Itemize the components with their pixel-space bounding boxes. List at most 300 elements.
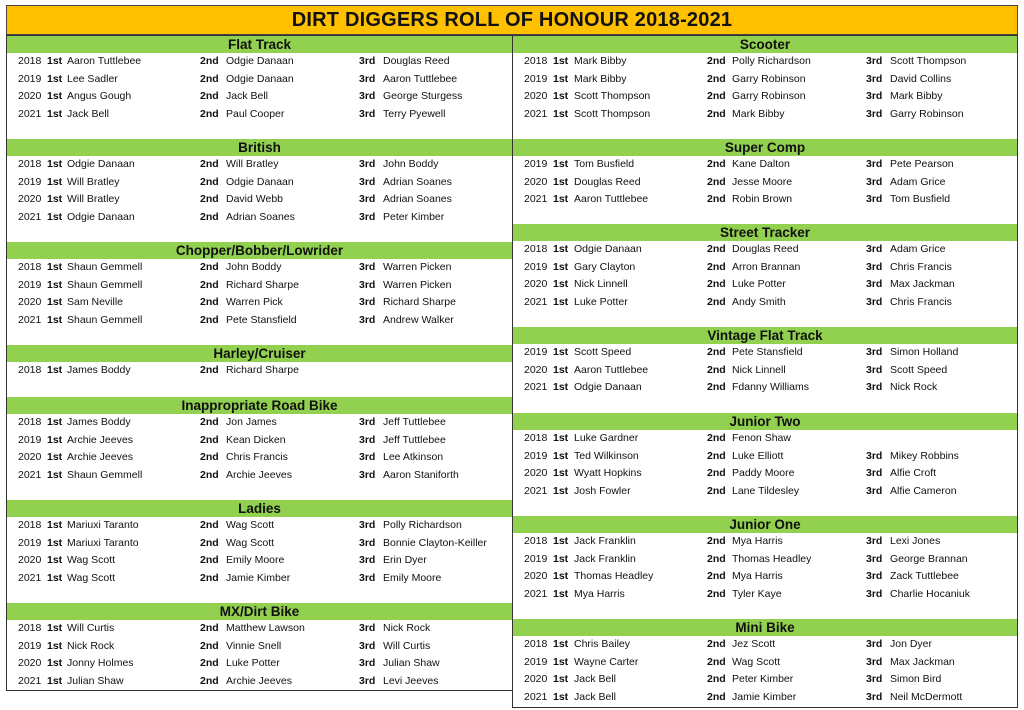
year: 2019 xyxy=(18,639,42,652)
second-place-label: 2nd xyxy=(200,175,219,188)
third-place-name: David Collins xyxy=(890,72,952,85)
first-place-name: Mark Bibby xyxy=(574,72,627,85)
second-place-label: 2nd xyxy=(707,107,726,120)
second-place-name: Lane Tildesley xyxy=(732,484,800,497)
second-place-name: Adrian Soanes xyxy=(226,210,295,223)
third-place-name: Chris Francis xyxy=(890,260,952,273)
third-place-label: 3rd xyxy=(866,295,883,308)
result-row xyxy=(513,671,1017,689)
third-place-label: 3rd xyxy=(359,278,376,291)
category-mini-bike xyxy=(513,619,1017,706)
first-place-label: 1st xyxy=(553,467,569,479)
first-place-label: 1st xyxy=(47,451,63,463)
second-place-label: 2nd xyxy=(200,261,219,273)
first-place-label: 1st xyxy=(553,690,569,703)
left-column xyxy=(6,35,513,691)
category-header: Chopper/Bobber/Lowrider xyxy=(7,242,512,259)
third-place-label: 3rd xyxy=(359,107,376,120)
first-place-label: 1st xyxy=(47,554,63,566)
first-place-label: 1st xyxy=(47,210,63,223)
second-place-name: Kean Dicken xyxy=(226,433,286,446)
second-place-label: 2nd xyxy=(200,90,219,102)
result-row xyxy=(513,88,1017,106)
first-place-label: 1st xyxy=(47,55,63,67)
third-place-name: Scott Speed xyxy=(890,363,948,376)
second-place-label: 2nd xyxy=(200,519,219,531)
year: 2021 xyxy=(524,587,548,600)
category-header: Junior One xyxy=(513,516,1017,533)
year: 2019 xyxy=(18,433,42,446)
first-place-name: Jonny Holmes xyxy=(67,657,134,669)
first-place-label: 1st xyxy=(553,381,569,393)
year: 2019 xyxy=(524,158,548,170)
second-place-name: Jesse Moore xyxy=(732,175,793,188)
first-place-label: 1st xyxy=(47,261,63,273)
year: 2019 xyxy=(18,175,42,188)
third-place-name: Emily Moore xyxy=(383,571,442,584)
third-place-label: 3rd xyxy=(359,519,376,531)
second-place-label: 2nd xyxy=(707,552,726,565)
first-place-name: Josh Fowler xyxy=(574,484,631,497)
second-place-label: 2nd xyxy=(200,674,219,687)
third-place-name: Adam Grice xyxy=(890,175,946,188)
category-header: British xyxy=(7,139,512,156)
category-header: Scooter xyxy=(513,36,1017,53)
result-row xyxy=(7,174,512,192)
result-row xyxy=(7,570,512,588)
third-place-label: 3rd xyxy=(866,381,883,393)
result-row xyxy=(7,414,512,432)
second-place-label: 2nd xyxy=(707,243,726,255)
first-place-label: 1st xyxy=(553,193,569,205)
first-place-name: Mark Bibby xyxy=(574,55,627,67)
year: 2019 xyxy=(18,72,42,85)
first-place-name: Odgie Danaan xyxy=(67,158,135,170)
first-place-name: Odgie Danaan xyxy=(574,381,642,393)
first-place-name: Wayne Carter xyxy=(574,655,639,668)
category-junior-one xyxy=(513,516,1017,603)
year: 2019 xyxy=(18,536,42,549)
year: 2020 xyxy=(524,90,548,102)
third-place-label: 3rd xyxy=(866,72,883,85)
third-place-label: 3rd xyxy=(866,467,883,479)
first-place-name: Shaun Gemmell xyxy=(67,261,143,273)
first-place-label: 1st xyxy=(47,571,63,584)
result-row xyxy=(7,535,512,553)
second-place-label: 2nd xyxy=(707,295,726,308)
first-place-name: Scott Thompson xyxy=(574,90,651,102)
result-row xyxy=(7,517,512,535)
result-row xyxy=(513,568,1017,586)
third-place-label: 3rd xyxy=(866,260,883,273)
first-place-label: 1st xyxy=(553,243,569,255)
third-place-label: 3rd xyxy=(359,657,376,669)
page-title: DIRT DIGGERS ROLL OF HONOUR 2018-2021 xyxy=(6,5,1018,35)
third-place-name: Charlie Hocaniuk xyxy=(890,587,970,600)
first-place-name: Jack Bell xyxy=(67,107,110,120)
category-header: MX/Dirt Bike xyxy=(7,603,512,620)
second-place-name: Odgie Danaan xyxy=(226,175,294,188)
category-ladies xyxy=(7,500,512,587)
result-row xyxy=(513,71,1017,89)
second-place-name: Thomas Headley xyxy=(732,552,812,565)
result-row xyxy=(513,53,1017,71)
first-place-name: Scott Thompson xyxy=(574,107,651,120)
third-place-name: Will Curtis xyxy=(383,639,431,652)
first-place-name: James Boddy xyxy=(67,364,131,376)
second-place-label: 2nd xyxy=(707,260,726,273)
year: 2021 xyxy=(18,107,42,120)
result-row xyxy=(7,53,512,71)
second-place-label: 2nd xyxy=(707,673,726,685)
year: 2021 xyxy=(18,468,42,481)
result-row xyxy=(513,636,1017,654)
first-place-label: 1st xyxy=(47,175,63,188)
result-row xyxy=(513,448,1017,466)
first-place-label: 1st xyxy=(47,519,63,531)
third-place-name: Aaron Tuttlebee xyxy=(383,72,458,85)
third-place-name: Tom Busfield xyxy=(890,193,951,205)
second-place-name: Jamie Kimber xyxy=(226,571,291,584)
second-place-name: Tyler Kaye xyxy=(732,587,782,600)
second-place-name: Garry Robinson xyxy=(732,72,806,85)
category-super-comp xyxy=(513,139,1017,209)
second-place-label: 2nd xyxy=(200,107,219,120)
third-place-name: Mark Bibby xyxy=(890,90,943,102)
second-place-label: 2nd xyxy=(707,467,726,479)
result-row xyxy=(7,294,512,312)
third-place-label: 3rd xyxy=(359,674,376,687)
first-place-name: Archie Jeeves xyxy=(67,433,133,446)
category-header: Flat Track xyxy=(7,36,512,53)
year: 2018 xyxy=(524,432,548,444)
first-place-name: Will Bratley xyxy=(67,175,120,188)
year: 2021 xyxy=(524,381,548,393)
year: 2018 xyxy=(18,416,42,428)
first-place-name: Will Curtis xyxy=(67,622,115,634)
second-place-name: Will Bratley xyxy=(226,158,279,170)
third-place-label: 3rd xyxy=(359,55,376,67)
first-place-name: Sam Neville xyxy=(67,296,124,308)
second-place-name: Fenon Shaw xyxy=(732,432,791,444)
first-place-name: Tom Busfield xyxy=(574,158,635,170)
year: 2019 xyxy=(524,72,548,85)
first-place-name: Aaron Tuttlebee xyxy=(574,363,649,376)
second-place-name: Jon James xyxy=(226,416,277,428)
second-place-name: Garry Robinson xyxy=(732,90,806,102)
third-place-name: George Brannan xyxy=(890,552,968,565)
third-place-label: 3rd xyxy=(866,363,883,376)
year: 2018 xyxy=(18,55,42,67)
first-place-label: 1st xyxy=(47,468,63,481)
third-place-label: 3rd xyxy=(866,655,883,668)
second-place-label: 2nd xyxy=(200,657,219,669)
year: 2019 xyxy=(524,346,548,358)
third-place-name: Aaron Staniforth xyxy=(383,468,459,481)
category-inappropriate-road-bike xyxy=(7,397,512,484)
result-row xyxy=(7,71,512,89)
second-place-label: 2nd xyxy=(707,346,726,358)
year: 2021 xyxy=(524,107,548,120)
first-place-label: 1st xyxy=(553,655,569,668)
second-place-name: Odgie Danaan xyxy=(226,55,294,67)
result-row xyxy=(7,312,512,330)
first-place-name: Jack Franklin xyxy=(574,552,636,565)
result-row xyxy=(513,551,1017,569)
result-row xyxy=(7,432,512,450)
third-place-name: Richard Sharpe xyxy=(383,296,456,308)
first-place-label: 1st xyxy=(553,107,569,120)
second-place-label: 2nd xyxy=(200,416,219,428)
third-place-name: Douglas Reed xyxy=(383,55,450,67)
third-place-name: Erin Dyer xyxy=(383,554,427,566)
category-mx-dirt-bike xyxy=(7,603,512,690)
second-place-name: Luke Elliott xyxy=(732,449,784,462)
first-place-name: Jack Franklin xyxy=(574,535,636,547)
third-place-label: 3rd xyxy=(866,278,883,290)
third-place-label: 3rd xyxy=(866,690,883,703)
year: 2020 xyxy=(18,657,42,669)
first-place-label: 1st xyxy=(553,295,569,308)
second-place-name: Wag Scott xyxy=(226,519,275,531)
second-place-label: 2nd xyxy=(200,193,219,205)
second-place-label: 2nd xyxy=(707,90,726,102)
result-row xyxy=(513,174,1017,192)
third-place-label: 3rd xyxy=(359,193,376,205)
second-place-name: Emily Moore xyxy=(226,554,285,566)
second-place-label: 2nd xyxy=(200,536,219,549)
result-row xyxy=(7,362,512,380)
result-row xyxy=(7,106,512,124)
category-vintage-flat-track xyxy=(513,327,1017,397)
result-row xyxy=(513,586,1017,604)
third-place-name: Andrew Walker xyxy=(383,313,454,326)
third-place-name: Pete Pearson xyxy=(890,158,954,170)
first-place-name: Gary Clayton xyxy=(574,260,636,273)
first-place-name: Archie Jeeves xyxy=(67,451,133,463)
first-place-label: 1st xyxy=(553,175,569,188)
year: 2018 xyxy=(524,55,548,67)
second-place-name: Archie Jeeves xyxy=(226,674,292,687)
year: 2020 xyxy=(18,451,42,463)
third-place-label: 3rd xyxy=(866,535,883,547)
year: 2020 xyxy=(18,90,42,102)
second-place-label: 2nd xyxy=(707,638,726,650)
result-row xyxy=(513,344,1017,362)
first-place-name: Douglas Reed xyxy=(574,175,641,188)
second-place-name: David Webb xyxy=(226,193,284,205)
third-place-name: Simon Holland xyxy=(890,346,959,358)
third-place-label: 3rd xyxy=(866,552,883,565)
third-place-label: 3rd xyxy=(866,175,883,188)
third-place-label: 3rd xyxy=(866,55,883,67)
first-place-name: Nick Rock xyxy=(67,639,115,652)
category-harley-cruiser xyxy=(7,345,512,380)
second-place-label: 2nd xyxy=(200,433,219,446)
third-place-label: 3rd xyxy=(866,346,883,358)
second-place-name: Douglas Reed xyxy=(732,243,799,255)
first-place-label: 1st xyxy=(553,587,569,600)
first-place-label: 1st xyxy=(47,296,63,308)
third-place-label: 3rd xyxy=(359,175,376,188)
third-place-label: 3rd xyxy=(866,107,883,120)
second-place-label: 2nd xyxy=(707,278,726,290)
second-place-name: Jez Scott xyxy=(732,638,776,650)
first-place-label: 1st xyxy=(553,55,569,67)
third-place-label: 3rd xyxy=(866,449,883,462)
first-place-name: Jack Bell xyxy=(574,673,617,685)
result-row xyxy=(7,277,512,295)
third-place-label: 3rd xyxy=(359,468,376,481)
first-place-name: Wag Scott xyxy=(67,571,116,584)
third-place-name: Levi Jeeves xyxy=(383,674,439,687)
third-place-name: Alfie Cameron xyxy=(890,484,957,497)
year: 2021 xyxy=(524,193,548,205)
first-place-label: 1st xyxy=(553,535,569,547)
year: 2018 xyxy=(18,261,42,273)
result-row xyxy=(513,483,1017,501)
second-place-label: 2nd xyxy=(707,570,726,582)
category-header: Street Tracker xyxy=(513,224,1017,241)
result-row xyxy=(7,449,512,467)
second-place-label: 2nd xyxy=(200,278,219,291)
first-place-name: Jack Bell xyxy=(574,690,617,703)
category-header: Junior Two xyxy=(513,413,1017,430)
third-place-label: 3rd xyxy=(359,622,376,634)
second-place-name: Jamie Kimber xyxy=(732,690,797,703)
second-place-label: 2nd xyxy=(707,381,726,393)
second-place-label: 2nd xyxy=(707,655,726,668)
result-row xyxy=(513,465,1017,483)
third-place-label: 3rd xyxy=(359,72,376,85)
third-place-name: John Boddy xyxy=(383,158,439,170)
first-place-label: 1st xyxy=(553,484,569,497)
first-place-name: Aaron Tuttlebee xyxy=(67,55,142,67)
third-place-name: Jon Dyer xyxy=(890,638,933,650)
year: 2021 xyxy=(18,674,42,687)
third-place-label: 3rd xyxy=(359,313,376,326)
category-header: Mini Bike xyxy=(513,619,1017,636)
first-place-name: Odgie Danaan xyxy=(67,210,135,223)
category-header: Harley/Cruiser xyxy=(7,345,512,362)
result-row xyxy=(513,689,1017,707)
third-place-label: 3rd xyxy=(359,261,376,273)
category-street-tracker xyxy=(513,224,1017,311)
result-row xyxy=(7,156,512,174)
result-row xyxy=(7,209,512,227)
first-place-label: 1st xyxy=(553,278,569,290)
first-place-label: 1st xyxy=(553,260,569,273)
second-place-name: Robin Brown xyxy=(732,193,793,205)
year: 2021 xyxy=(524,295,548,308)
right-column xyxy=(512,35,1018,708)
third-place-name: Neil McDermott xyxy=(890,690,963,703)
third-place-name: Julian Shaw xyxy=(383,657,440,669)
first-place-name: Chris Bailey xyxy=(574,638,631,650)
first-place-name: Aaron Tuttlebee xyxy=(574,193,649,205)
year: 2019 xyxy=(524,449,548,462)
first-place-label: 1st xyxy=(553,638,569,650)
second-place-label: 2nd xyxy=(707,55,726,67)
second-place-name: Andy Smith xyxy=(732,295,786,308)
year: 2018 xyxy=(18,622,42,634)
first-place-name: Angus Gough xyxy=(67,90,132,102)
second-place-name: Chris Francis xyxy=(226,451,288,463)
first-place-name: Ted Wilkinson xyxy=(574,449,639,462)
year: 2019 xyxy=(524,260,548,273)
first-place-label: 1st xyxy=(47,657,63,669)
second-place-name: Richard Sharpe xyxy=(226,364,299,376)
third-place-name: Polly Richardson xyxy=(383,519,462,531)
first-place-label: 1st xyxy=(553,552,569,565)
result-row xyxy=(7,259,512,277)
third-place-name: Max Jackman xyxy=(890,278,955,290)
second-place-name: Peter Kimber xyxy=(732,673,794,685)
first-place-name: Mariuxi Taranto xyxy=(67,519,139,531)
second-place-name: Paul Cooper xyxy=(226,107,285,120)
category-header: Super Comp xyxy=(513,139,1017,156)
first-place-name: James Boddy xyxy=(67,416,131,428)
third-place-label: 3rd xyxy=(866,243,883,255)
second-place-name: Mya Harris xyxy=(732,535,783,547)
first-place-name: Thomas Headley xyxy=(574,570,654,582)
first-place-label: 1st xyxy=(47,433,63,446)
year: 2020 xyxy=(524,175,548,188)
year: 2021 xyxy=(18,210,42,223)
second-place-label: 2nd xyxy=(707,158,726,170)
third-place-name: Nick Rock xyxy=(890,381,938,393)
third-place-label: 3rd xyxy=(359,90,376,102)
year: 2020 xyxy=(18,296,42,308)
result-row xyxy=(7,88,512,106)
second-place-label: 2nd xyxy=(707,193,726,205)
category-header: Inappropriate Road Bike xyxy=(7,397,512,414)
result-row xyxy=(513,533,1017,551)
year: 2020 xyxy=(524,570,548,582)
year: 2020 xyxy=(18,193,42,205)
second-place-label: 2nd xyxy=(707,484,726,497)
second-place-label: 2nd xyxy=(707,363,726,376)
first-place-label: 1st xyxy=(553,72,569,85)
third-place-name: Adam Grice xyxy=(890,243,946,255)
third-place-name: Adrian Soanes xyxy=(383,175,452,188)
first-place-name: Shaun Gemmell xyxy=(67,278,143,291)
first-place-label: 1st xyxy=(47,193,63,205)
result-row xyxy=(7,191,512,209)
result-row xyxy=(513,430,1017,448)
first-place-name: Shaun Gemmell xyxy=(67,468,143,481)
third-place-name: Nick Rock xyxy=(383,622,431,634)
first-place-name: Wag Scott xyxy=(67,554,116,566)
year: 2019 xyxy=(18,278,42,291)
category-junior-two xyxy=(513,413,1017,500)
result-row xyxy=(513,654,1017,672)
first-place-label: 1st xyxy=(553,363,569,376)
result-row xyxy=(7,673,512,691)
year: 2019 xyxy=(524,552,548,565)
category-british xyxy=(7,139,512,226)
second-place-name: Mya Harris xyxy=(732,570,783,582)
third-place-name: Max Jackman xyxy=(890,655,955,668)
first-place-label: 1st xyxy=(47,536,63,549)
year: 2021 xyxy=(18,571,42,584)
year: 2019 xyxy=(524,655,548,668)
third-place-label: 3rd xyxy=(866,673,883,685)
year: 2018 xyxy=(18,519,42,531)
third-place-label: 3rd xyxy=(359,158,376,170)
first-place-name: Mariuxi Taranto xyxy=(67,536,139,549)
second-place-label: 2nd xyxy=(707,587,726,600)
